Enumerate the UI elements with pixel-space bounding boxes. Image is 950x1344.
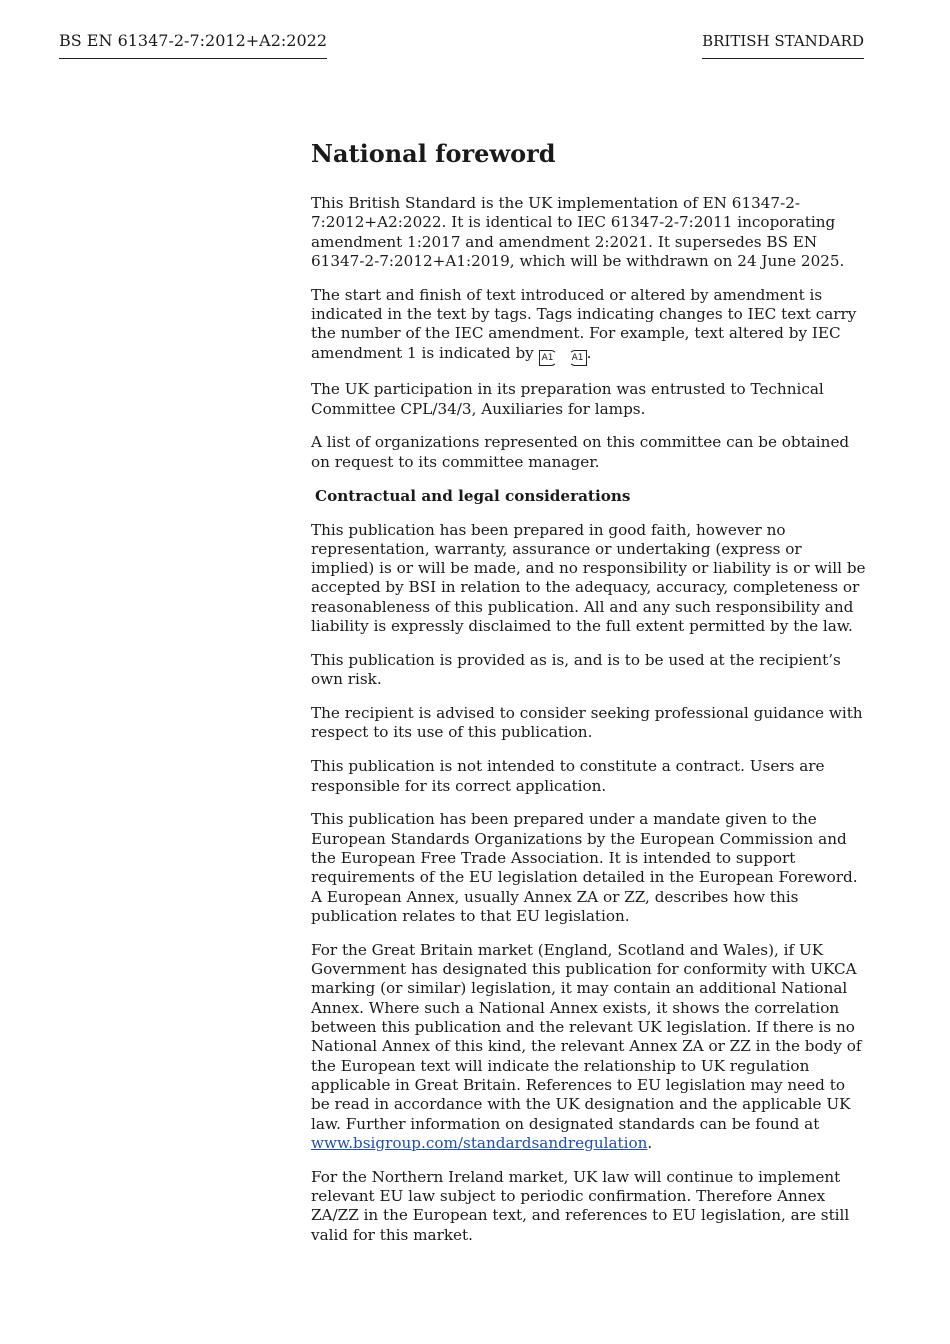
paragraph-amendment-end: .: [586, 343, 592, 362]
document-reference: BS EN 61347-2-7:2012+A2:2022: [59, 30, 327, 59]
paragraph-organizations: A list of organizations represented on this committee can be obtained on request to its committee manager.: [311, 433, 850, 471]
paragraph-great-britain: [311, 941, 867, 1153]
paragraph-good-faith: This publication has been prepared in good faith, however no representation, warranty, assurance or undertaking (express or implied) is or will be made, and no responsibility or liability is or will be accepted by BSI in relation to the adequacy, accuracy, completeness or reasonableness of this publication. All and any such responsibility and liability is expressly disclaimed to the full extent permitted by the law.: [311, 520, 866, 636]
page-title: National foreword: [311, 139, 556, 168]
standard-type-label: BRITISH STANDARD: [702, 30, 864, 59]
paragraph-mandate: This publication has been prepared under a mandate given to the European Standards Organizations by the European Commission and the European Free Trade Association. It is intended to support requirements of the EU legislation detailed in the European Foreword. A European Annex, usually Annex ZA or ZZ, describes how this publication relates to that EU legislation.: [311, 810, 858, 925]
paragraph-amendment-text: The start and finish of text introduced or altered by amendment is indicated in the text by tags. Tags indicating changes to IEC text carry the number of the IEC amendment. For example, text altered by IEC amendment 1 is indicated by: [311, 285, 857, 362]
paragraph-guidance: The recipient is advised to consider seeking professional guidance with respect to its use of this publication.: [311, 704, 863, 742]
paragraph-implementation: This British Standard is the UK implementation of EN 61347-2-7:2012+A2:2022. It is identical to IEC 61347-2-7:2011 incoporating amendment 1:2017 and amendment 2:2021. It supersedes BS EN 61347-2-7:2012+A1:2019, which will be withdrawn on 24 June 2025.: [311, 194, 845, 270]
main-content: [311, 138, 867, 1259]
paragraph-great-britain-text: For the Great Britain market (England, Scotland and Wales), if UK Government has designated this publication for conformity with UKCA marking (or similar) legislation, it may contain an additional National Annex. Where such a National Annex exists, it shows the correlation between this publication and the relevant UK legislation. If there is no National Annex of this kind, the relevant Annex ZA or ZZ in the body of the European text will indicate the relationship to UK regulation applicable in Great Britain. References to EU legislation may need to be read in accordance with the UK designation and the applicable UK law. Further information on designated standards can be found at: [311, 940, 862, 1133]
paragraph-own-risk: This publication is provided as is, and is to be used at the recipient’s own risk.: [311, 650, 841, 689]
paragraph-northern-ireland: For the Northern Ireland market, UK law will continue to implement relevant EU law subject to periodic confirmation. Therefore Annex ZA/ZZ in the European text, and references to EU legislation, are still valid for this market.: [311, 1167, 850, 1244]
bsi-website-link[interactable]: www.bsigroup.com/standardsandregulation: [311, 1133, 648, 1152]
amendment-end-tag-icon: A1: [569, 350, 587, 366]
section-heading: Contractual and legal considerations: [315, 486, 631, 505]
amendment-start-tag-icon: A1: [539, 350, 557, 366]
paragraph-committee: The UK participation in its preparation was entrusted to Technical Committee CPL/34/3, Auxiliaries for lamps.: [311, 380, 824, 418]
paragraph-not-contract: This publication is not intended to constitute a contract. Users are responsible for its correct application.: [311, 757, 825, 795]
paragraph-amendment-tags: [311, 286, 867, 366]
paragraph-great-britain-end: .: [647, 1133, 653, 1152]
